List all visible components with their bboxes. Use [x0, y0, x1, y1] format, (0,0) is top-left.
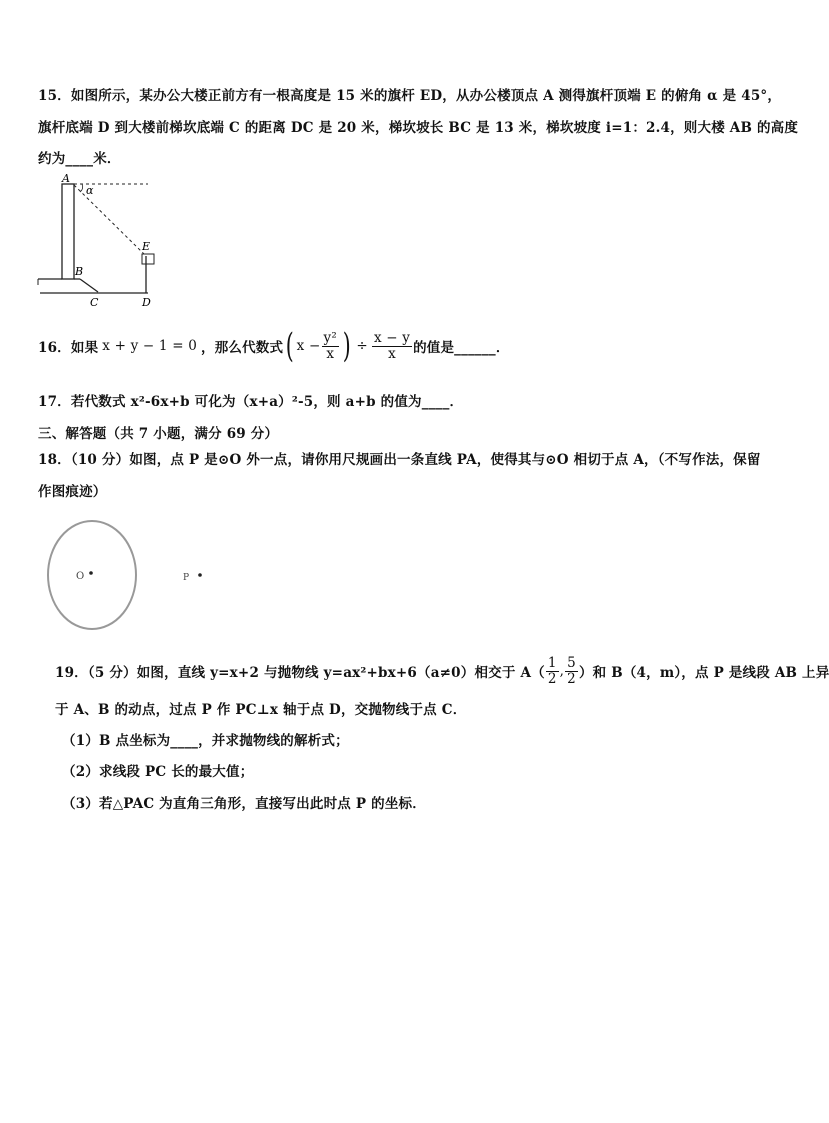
q16-frac1-numerator: y²	[323, 330, 337, 347]
flag-box-e	[142, 254, 154, 264]
q15-line-3: 约为____米．	[38, 151, 121, 167]
sight-line-ae	[74, 185, 144, 254]
label-a: A	[62, 172, 70, 185]
section-heading: 三、解答题（共 7 小题，满分 69 分）	[38, 426, 279, 442]
label-e: E	[142, 240, 151, 253]
q16-fraction-1	[322, 331, 339, 360]
q19-line-1	[55, 651, 829, 691]
label-c: C	[90, 296, 99, 309]
q19-sub-3: （3）若△PAC 为直角三角形，直接写出此时点 P 的坐标．	[62, 796, 426, 812]
q19-line1-end: ）和 B（4，m），点 P 是线段 AB 上异	[578, 665, 829, 681]
label-d: D	[142, 296, 151, 309]
label-o: O	[76, 571, 85, 582]
right-paren-icon: )	[342, 326, 351, 366]
q18-figure	[44, 518, 224, 634]
q16-suffix: 的值是______．	[413, 340, 510, 356]
q16-prefix: 16．如果	[38, 340, 99, 356]
point-p	[198, 573, 202, 577]
left-paren-icon: (	[285, 326, 294, 366]
slope-bc	[80, 279, 98, 292]
point-a-y-numerator: 5	[567, 655, 576, 672]
q16-frac1-denominator: x	[326, 345, 335, 362]
point-a-y-fraction	[565, 656, 578, 685]
point-a-x-fraction	[546, 656, 559, 685]
q16-frac2-numerator: x − y	[373, 330, 411, 347]
q15-line-2: 旗杆底端 D 到大楼前梯坎底端 C 的距离 DC 是 20 米，梯坎坡长 BC 是 13 米，梯坎坡度 i=1：2.4，则大楼 AB 的高度	[38, 120, 799, 136]
building-ab	[62, 184, 74, 279]
q16-fraction-2	[372, 331, 412, 360]
q16-line	[38, 322, 510, 370]
q19-line1-start: 19．（5 分）如图，直线 y=x+2 与抛物线 y=ax²+bx+6（a≠0）相交于 A（	[55, 665, 545, 681]
q16-mid: ，那么代数式	[201, 340, 284, 356]
point-a-comma: ,	[559, 663, 565, 679]
label-b: B	[75, 265, 84, 278]
q16-condition: x + y − 1 = 0	[102, 338, 197, 354]
label-alpha: α	[86, 184, 94, 197]
q16-x-minus: x −	[296, 338, 321, 354]
q17-line: 17．若代数式 x²-6x+b 可化为（x+a）²-5，则 a+b 的值为____．	[38, 394, 464, 410]
q16-divide: ÷	[356, 338, 368, 354]
q18-line-1: 18．（10 分）如图，点 P 是⊙O 外一点，请你用尺规画出一条直线 PA，使得其与⊙O 相切于点 A，（不写作法，保留	[38, 452, 761, 468]
point-a-y-denominator: 2	[567, 670, 576, 687]
q15-line-1: 15．如图所示，某办公大楼正前方有一根高度是 15 米的旗杆 ED，从办公楼顶点 A 测得旗杆顶端 E 的俯角 α 是 45°，	[38, 88, 782, 104]
center-point-o	[89, 571, 93, 575]
q19-sub-1: （1）B 点坐标为____，并求抛物线的解析式；	[62, 733, 349, 749]
q19-sub-2: （2）求线段 PC 长的最大值；	[62, 764, 254, 780]
q18-line-2: 作图痕迹）	[38, 484, 107, 500]
circle-o	[48, 521, 136, 629]
point-a-x-numerator: 1	[547, 655, 557, 672]
q19-line-2: 于 A、B 的动点，过点 P 作 PC⊥x 轴于点 D，交抛物线于点 C．	[55, 702, 467, 718]
q15-figure	[36, 172, 166, 312]
point-a-x-denominator: 2	[547, 670, 557, 687]
q16-frac2-denominator: x	[388, 345, 396, 362]
label-p: P	[183, 573, 190, 583]
